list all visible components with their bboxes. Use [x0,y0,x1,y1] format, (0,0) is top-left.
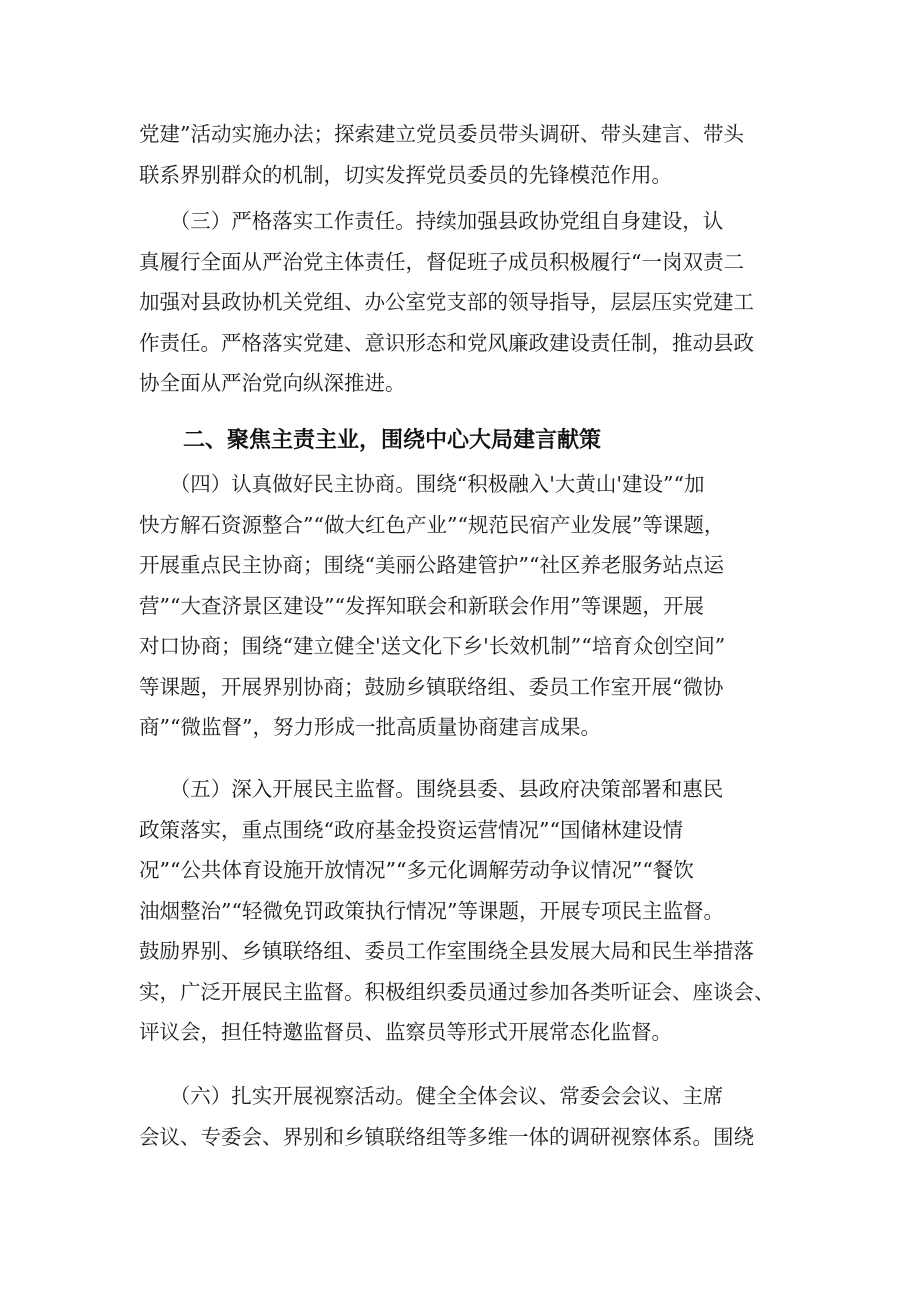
text-line: 等课题，开展界别协商；鼓励乡镇联络组、委员工作室开展“微协 [139,674,724,699]
text-line: （六）扎实开展视察活动。健全全体会议、常委会会议、主席 [139,1084,724,1108]
text-line: （三）严格落实工作责任。持续加强县政协党组自身建设，认 [139,209,724,233]
text-line: 加强对县政协机关党组、办公室党支部的领导指导，层层压实党建工 [139,290,754,314]
text-line: 商”“微监督”，努力形成一批高质量协商建言成果。 [139,715,601,739]
text-line: 实，广泛开展民主监督。积极组织委员通过参加各类听证会、座谈会、 [139,979,775,1004]
text-line: 真履行全面从严治党主体责任，督促班子成员积极履行“一岗双责二 [139,249,744,274]
text-line: （四）认真做好民主协商。围绕“积极融入'大黄山'建设”“加 [139,472,705,496]
text-line: 协全面从严治党向纵深推进。 [139,371,406,395]
section-heading: 二、聚焦主责主业，围绕中心大局建言献策 [183,428,602,453]
text-line: 政策落实，重点围绕“政府基金投资运营情况”“国储林建设情 [139,817,683,842]
text-line: 对口协商；围绕“建立健全'送文化下乡'长效机制”“培育众创空间” [139,634,726,658]
paragraph-democratic-supervision [139,769,787,1053]
text-line: 快方解石资源整合”“做大红色产业”“规范民宿产业发展”等课题， [139,512,725,537]
text-line: 评议会，担任特邀监督员、监察员等形式开展常态化监督。 [139,1020,672,1044]
paragraph-party-building-continued [139,114,787,195]
text-line: 况”“公共体育设施开放情况”“多元化调解劳动争议情况”“餐饮 [139,858,694,882]
text-line: 联系界别群众的机制，切实发挥党员委员的先锋模范作用。 [139,162,672,187]
paragraph-work-responsibility [139,201,787,404]
text-line: （五）深入开展民主监督。围绕县委、县政府决策部署和惠民 [139,777,724,801]
text-line: 会议、专委会、界别和乡镇联络组等多维一体的调研视察体系。围绕 [139,1124,754,1149]
text-line: 开展重点民主协商；围绕“美丽公路建管护”“社区养老服务站点运 [139,553,724,577]
text-line: 营”“大查济景区建设”“发挥知联会和新联会作用”等课题，开展 [139,593,704,618]
text-line: 作责任。严格落实党建、意识形态和党风廉政建设责任制，推动县政 [139,330,754,355]
paragraph-inspection-activities [139,1076,787,1157]
text-line: 油烟整治”“轻微免罚政策执行情况”等课题，开展专项民主监督。 [139,898,724,923]
text-line: 党建”活动实施办法；探索建立党员委员带头调研、带头建言、带头 [139,122,744,146]
text-line: 鼓励界别、乡镇联络组、委员工作室围绕全县发展大局和民生举措落 [139,939,754,963]
paragraph-democratic-consultation [139,464,787,748]
